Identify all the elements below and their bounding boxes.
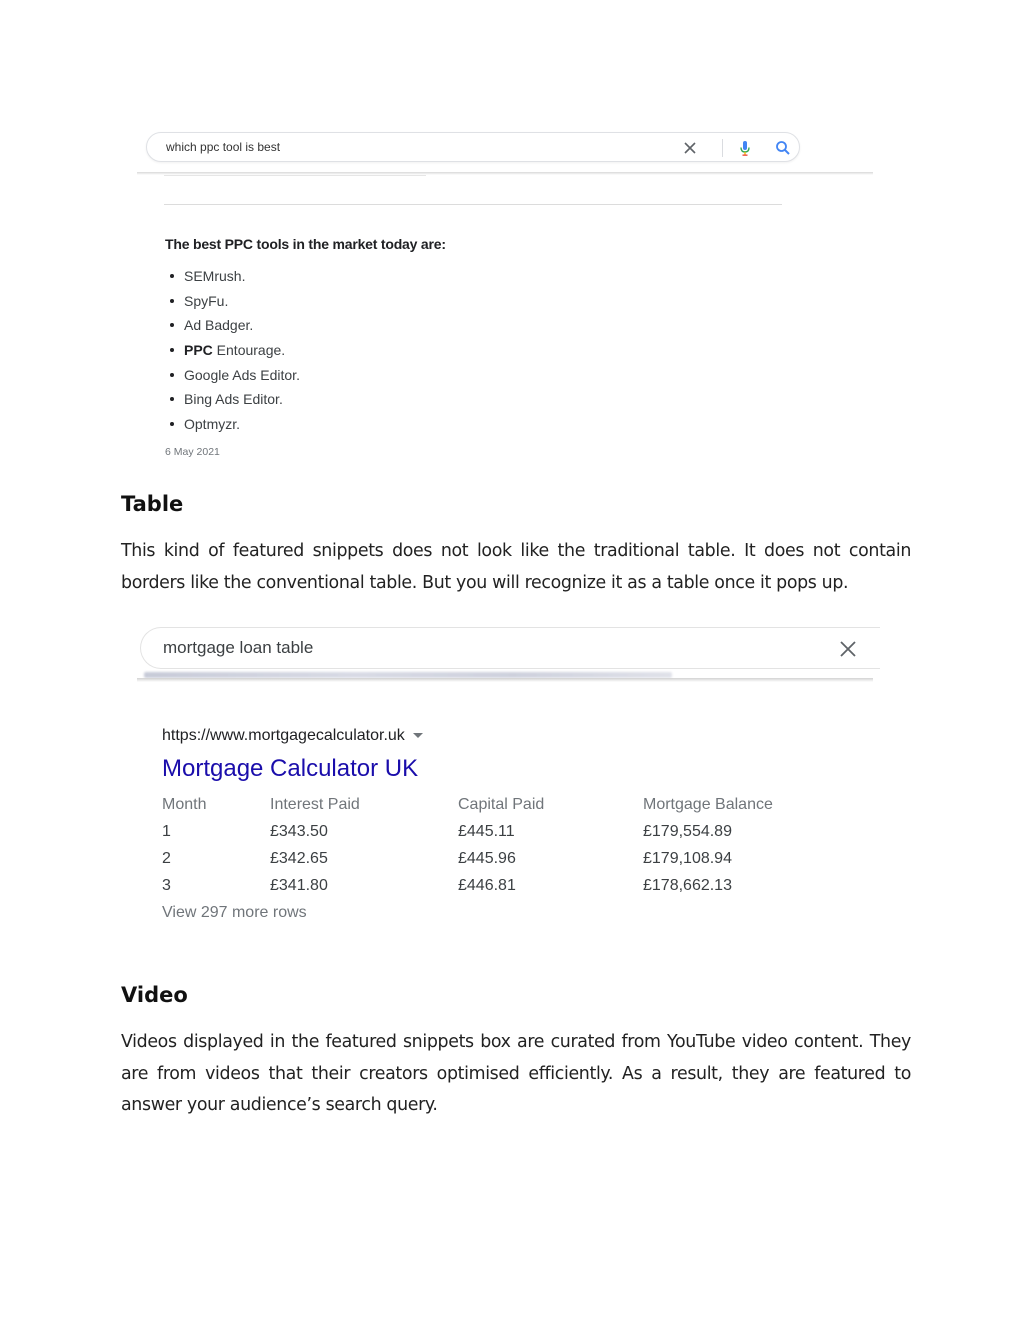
list-item: Google Ads Editor. [165, 363, 300, 388]
table-row [162, 872, 823, 899]
table-cell: 2 [162, 849, 171, 867]
search-query: which ppc tool is best [166, 140, 281, 154]
table-cell: £342.65 [270, 849, 328, 867]
mortgage-search-screenshot [137, 622, 873, 934]
table-cell: £446.81 [458, 876, 516, 894]
list-item: Optmyzr. [165, 412, 300, 437]
table-cell: £343.50 [270, 822, 328, 840]
search-divider [722, 139, 723, 157]
column-header: Month [162, 796, 207, 813]
table-cell: £178,662.13 [643, 876, 732, 894]
table-cell: 1 [162, 822, 171, 840]
table-row [162, 818, 823, 845]
table-header-row [162, 792, 823, 818]
list-item: Bing Ads Editor. [165, 387, 300, 412]
table-cell: £179,554.89 [643, 822, 732, 840]
snippet-heading: The best PPC tools in the market today are: [165, 236, 446, 252]
ppc-search-screenshot [137, 126, 873, 466]
video-paragraph: Videos displayed in the featured snippets box are curated from YouTube video content. They are from videos that their creators optimised efficiently. As a result, they are featured to answer your audience’s search query. [121, 1032, 911, 1115]
section-heading-video: Video [121, 983, 188, 1007]
mortgage-table [162, 792, 823, 899]
snippet-date: 6 May 2021 [165, 446, 220, 458]
table-cell: £445.11 [458, 822, 515, 840]
search-query: mortgage loan table [163, 638, 314, 657]
close-icon [680, 138, 700, 158]
column-header: Interest Paid [270, 796, 360, 813]
table-cell: £341.80 [270, 876, 328, 894]
snippet-list [165, 264, 300, 437]
table-paragraph: This kind of featured snippets does not look like the traditional table. It does not contain borders like the conventional table. But you will recognize it as a table once it pops up. [121, 541, 911, 593]
view-more-rows-link: View 297 more rows [162, 904, 307, 921]
close-icon [837, 638, 859, 660]
search-icon [773, 138, 793, 158]
microphone-icon [735, 138, 755, 158]
list-item: SpyFu. [165, 289, 300, 314]
column-header: Capital Paid [458, 796, 545, 813]
result-title: Mortgage Calculator UK [162, 755, 419, 782]
section-heading-table: Table [121, 492, 184, 516]
divider [164, 204, 782, 205]
search-bar [146, 132, 800, 162]
list-item: SEMrush. [165, 264, 300, 289]
divider [164, 175, 426, 176]
list-item: Ad Badger. [165, 313, 300, 338]
bar-shadow [137, 678, 873, 682]
table-row [162, 845, 823, 872]
table-cell: £445.96 [458, 849, 516, 867]
caret-down-icon [413, 733, 423, 738]
list-item: PPC Entourage. [165, 338, 300, 363]
table-cell: 3 [162, 876, 171, 894]
search-bar [140, 627, 880, 669]
column-header: Mortgage Balance [643, 796, 773, 813]
result-url: https://www.mortgagecalculator.uk [162, 727, 423, 745]
table-cell: £179,108.94 [643, 849, 732, 867]
